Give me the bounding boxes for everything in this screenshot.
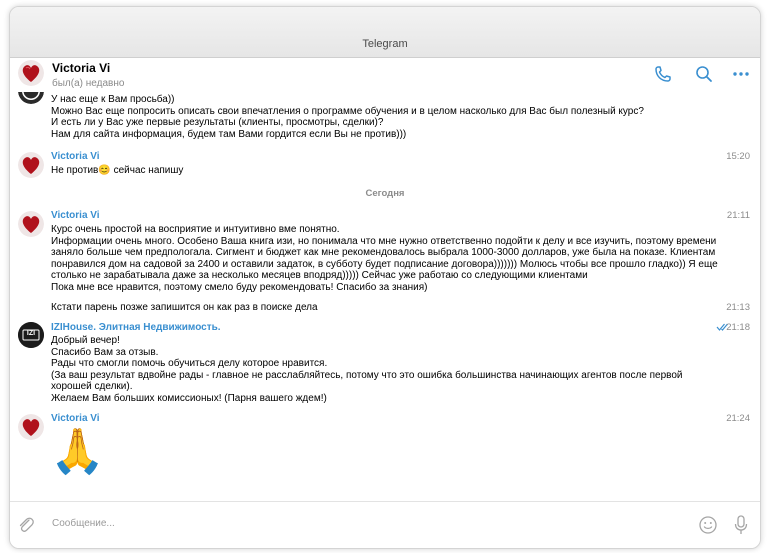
praying-hands-sticker[interactable]: 🙏 (50, 427, 105, 476)
contact-avatar[interactable] (18, 60, 44, 86)
emoji-icon[interactable] (698, 515, 718, 535)
window-title: Telegram (362, 38, 408, 50)
composer (10, 501, 760, 549)
sender-avatar[interactable] (18, 92, 44, 104)
izihouse-logo-text: IZI (26, 330, 36, 337)
message-time: 21:13 (726, 302, 750, 313)
sender-name[interactable]: IZIHouse. Элитная Недвижимость. (51, 322, 221, 333)
message-list[interactable] (10, 92, 760, 500)
chat-header (10, 58, 760, 92)
message-time: 21:24 (726, 413, 750, 424)
message-text: Курс очень простой на восприятие и интуитивно вме понятно. Информации очень много. Особено Ваша книга изи, но понимала что мне нужно ответственно подойти к делу и все изучить, поэтому времени заняло больше чем предпологала. Сигмент и бюджет как мне рекомендовалось выбрала 1000-3000 долларов, уже была на показе. Клиентам понравился дом на садовой за 2400 и оставили задаток, в субботу будет подписание договора))))))) Молюсь чтобы все прошло гладко)) Я еще столько не зарабатывала даже за несколько месяцев вподряд))))) Сейчас уже работаю со следующими клиентами Пока мне все нравится, поэтому смело буду рекомендовать! Спасибо за знания) (51, 224, 718, 293)
title-bar (10, 7, 760, 58)
sender-avatar[interactable] (18, 152, 44, 178)
message-text: Не против😊 сейчас напишу (51, 165, 184, 176)
smile-emoji: 😊 (98, 165, 111, 176)
message-time: 21:11 (726, 210, 750, 221)
message-text: У нас еще к Вам просьба)) Можно Вас еще попросить описать свои впечатления о программе обучения и в целом насколько для Вас был полезный курс? И есть ли у Вас уже первые результаты (клиенты, просмотры, сделки)? Нам для сайта информация, будем там Вами гордится если Вы не против))) (51, 94, 644, 140)
message-text: Добрый вечер! Спасибо Вам за отзыв. Рады что смогли помочь обучиться делу которое нравится. (За ваш результат вдвойне рады - главное не расслабляйтесь, потому что это ошибка большинства начинающих агентов после первой хорошей сделки). Желаем Вам больших комиссионых! (Парня вашего ждем!) (51, 335, 683, 404)
telegram-window (9, 6, 761, 549)
sender-name[interactable]: Victoria Vi (51, 210, 100, 221)
more-icon[interactable] (731, 64, 751, 84)
sender-name[interactable]: Victoria Vi (51, 413, 100, 424)
search-icon[interactable] (694, 64, 714, 84)
izihouse-logo-avatar[interactable] (18, 322, 44, 348)
phone-icon[interactable] (653, 64, 673, 84)
message-time: 21:18 (726, 322, 750, 333)
microphone-icon[interactable] (731, 514, 751, 536)
paperclip-icon[interactable] (16, 515, 36, 535)
date-divider: Сегодня (365, 188, 405, 199)
message-text: Кстати парень позже запишится он как раз в поиске дела (51, 302, 318, 313)
sender-name[interactable]: Victoria Vi (51, 151, 100, 162)
message-time: 15:20 (726, 151, 750, 162)
contact-name[interactable]: Victoria Vi (52, 61, 111, 75)
sender-avatar[interactable] (18, 414, 44, 440)
contact-status: был(а) недавно (52, 78, 125, 89)
message-input[interactable]: Сообщение... (52, 518, 115, 529)
sender-avatar[interactable] (18, 211, 44, 237)
